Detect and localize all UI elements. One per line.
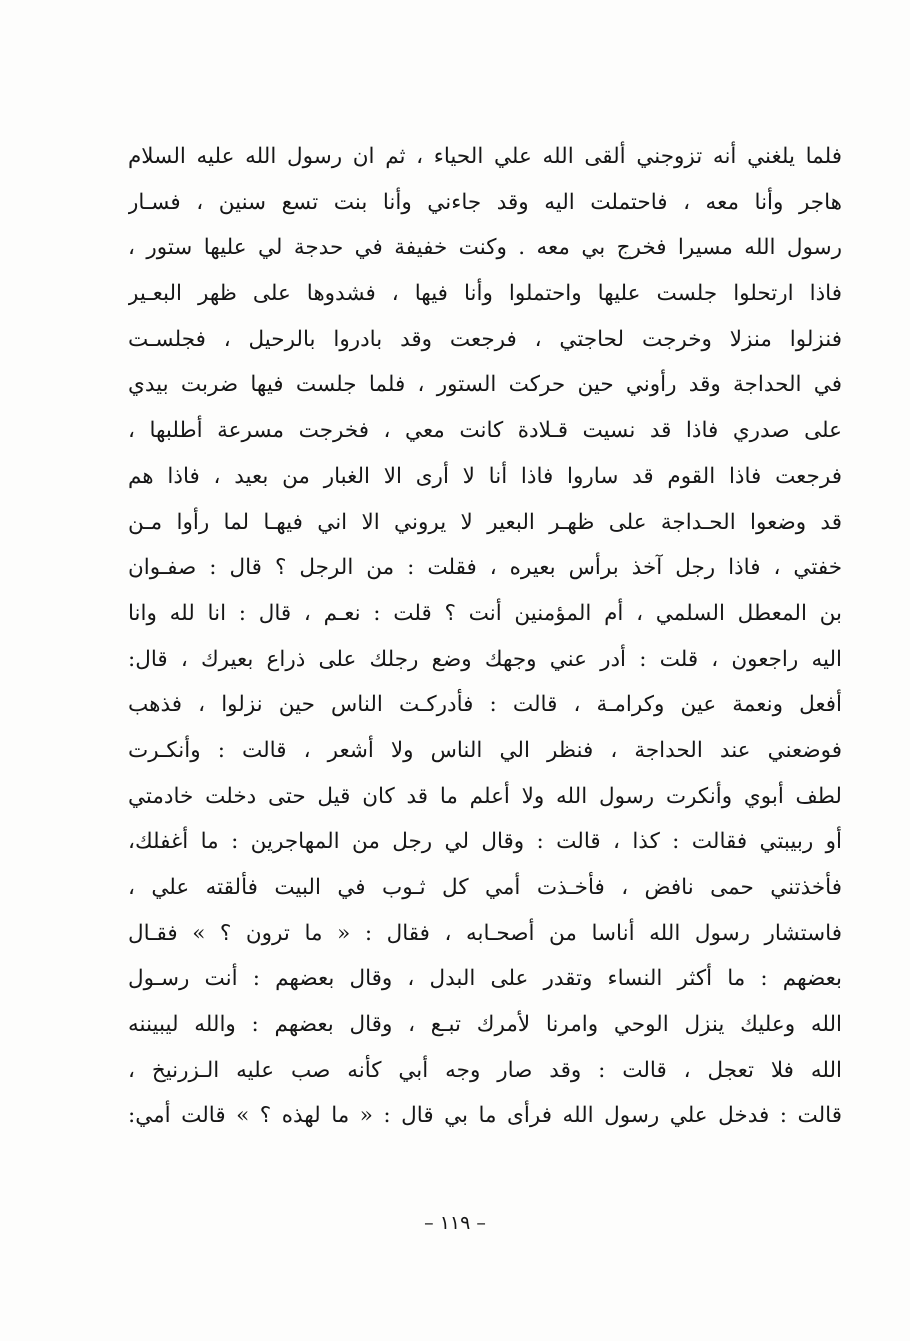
text-line: بن المعطل السلمي ، أم المؤمنين أنت ؟ قلت : نعـم ، قال : انا لله وانا: [128, 600, 842, 626]
text-line: فلما يلغني أنه تزوجني ألقى الله علي الحياء ، ثم ان رسول الله عليه السلام: [128, 144, 842, 169]
text-line: رسول الله مسيرا فخرج بي معه . وكنت خفيفة في حدجة لي عليها ستور ،: [128, 235, 842, 261]
text-line: أو ربيبتي فقالت : كذا ، قالت : وقال لي رجل من المهاجرين : ما أغفلك،: [128, 829, 842, 855]
text-line: الله وعليك ينزل الوحي وامرنا لأمرك تبـع ، وقال بعضهم : والله ليبيننه: [128, 1012, 842, 1038]
page-number: – ١١٩ –: [424, 1212, 486, 1234]
text-line: الله فلا تعجل ، قالت : وقد صار وجه أبي كأنه صب عليه الـزرنيخ ،: [128, 1057, 842, 1083]
text-line: بعضهم : ما أكثر النساء وتقدر على البدل ، وقال بعضهم : أنت رسـول: [128, 966, 842, 992]
text-line: قالت : فدخل علي رسول الله فرأى ما بي قال : « ما لهذه ؟ » قالت أمي:: [128, 1103, 842, 1129]
text-line: أفعل ونعمة عين وكرامـة ، قالت : فأدركـت الناس حين نزلوا ، فذهب: [128, 692, 842, 718]
body-text: [128, 134, 842, 1139]
text-line: في الحداجة وقد رأوني حين حركت الستور ، فلما جلست فيها ضربت بيدي: [128, 372, 842, 398]
text-line: على صدري فاذا قد نسيت قـلادة كانت معي ، فخرجت مسرعة أطلبها ،: [128, 418, 842, 444]
text-line: اليه راجعون ، قلت : أدر عني وجهك وضع رجلك على ذراع بعيرك ، قال:: [128, 646, 842, 672]
text-line: قد وضعوا الحـداجة على ظهـر البعير لا يروني الا اني فيهـا لما رأوا مـن: [128, 509, 842, 535]
text-line: فاستشار رسول الله أناسا من أصحـابه ، فقال : « ما ترون ؟ » فقـال: [128, 920, 842, 946]
text-line: فأخذتني حمى نافض ، فأخـذت أمي كل ثـوب في البيت فألقته علي ،: [128, 875, 842, 900]
text-line: خفتي ، فاذا رجل آخذ برأس بعيره ، فقلت : من الرجل ؟ قال : صفـوان: [128, 555, 842, 581]
text-line: فوضعني عند الحداجة ، فنظر الي الناس ولا أشعر ، قالت : وأنكـرت: [128, 737, 842, 763]
text-line: لطف أبوي وأنكرت رسول الله ولا أعلم ما قد كان قيل حتى دخلت خادمتي: [128, 783, 842, 809]
text-line: فنزلوا منزلا وخرجت لحاجتي ، فرجعت وقد بادروا بالرحيل ، فجلسـت: [128, 326, 842, 352]
text-line: فاذا ارتحلوا جلست عليها واحتملوا وأنا فيها ، فشدوها على ظهر البعـير: [128, 281, 842, 307]
text-line: هاجر وأنا معه ، فاحتملت اليه وقد جاءني وأنا بنت تسع سنين ، فسـار: [128, 189, 842, 215]
text-line: فرجعت فاذا القوم قد ساروا فاذا أنا لا أرى الا الغبار من بعيد ، فاذا هم: [128, 463, 842, 489]
